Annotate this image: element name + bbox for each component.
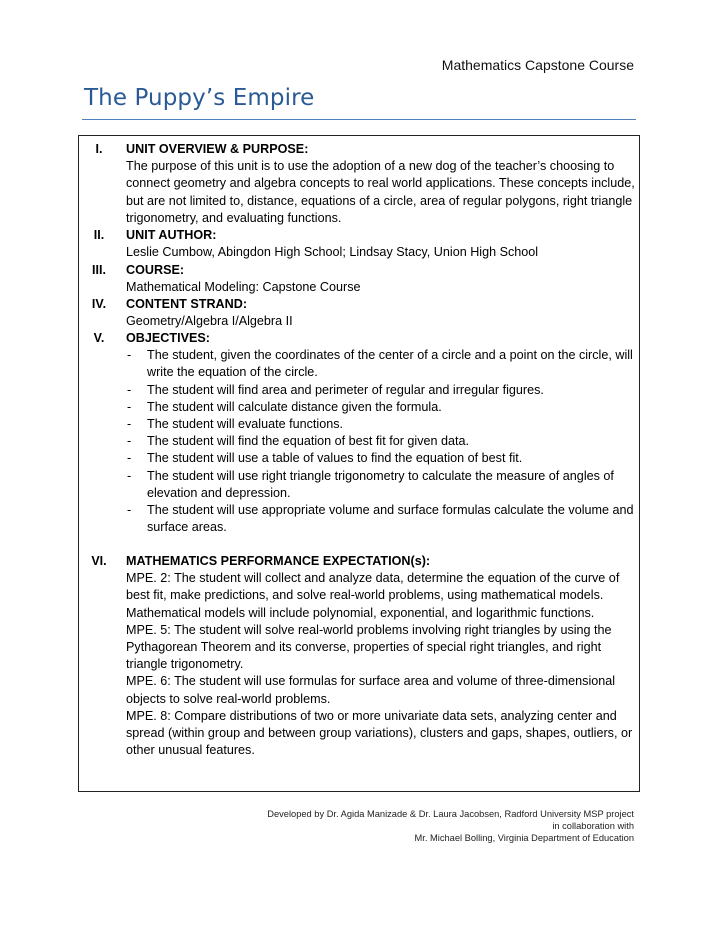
section-body: [126, 141, 636, 227]
dash-bullet: -: [127, 468, 132, 483]
list-item: [126, 382, 636, 399]
list-item: [126, 347, 636, 381]
list-item: [126, 416, 636, 433]
unit-outline-box: [78, 135, 640, 792]
section-heading: COURSE:: [126, 263, 185, 277]
objective-text: The student will use appropriate volume and surface formulas calculate the volume and surface areas.: [147, 503, 634, 535]
section-body: [126, 330, 636, 536]
list-item: [126, 450, 636, 467]
section-numeral: IV.: [91, 297, 107, 311]
dash-bullet: -: [127, 348, 132, 363]
section-text: The purpose of this unit is to use the adoption of a new dog of the teacher’s choosing to connect geometry and algebra concepts to real world applications. These concepts include, but are not limited to, distance, equations of a circle, area of regular polygons, right triangle trigonometry, and evaluating functions.: [126, 159, 635, 225]
dash-bullet: -: [127, 451, 132, 466]
list-item: [126, 468, 636, 502]
list-item: [126, 502, 636, 536]
section-text: Leslie Cumbow, Abingdon High School; Lindsay Stacy, Union High School: [126, 245, 539, 260]
dash-bullet: -: [127, 382, 132, 397]
section-body: [126, 553, 636, 759]
section-numeral: III.: [92, 263, 106, 277]
section-body: [126, 227, 636, 261]
title-divider: [82, 119, 636, 120]
mpe-6-text: MPE. 6: The student will use formulas for surface area and volume of three-dimensional objects to solve real-world problems.: [126, 674, 616, 706]
list-item: [126, 399, 636, 416]
section-heading: OBJECTIVES:: [126, 331, 210, 345]
section-body: [126, 296, 636, 330]
objective-text: The student will use right triangle trigonometry to calculate the measure of angles of elevation and depression.: [147, 468, 614, 500]
section-numeral: V.: [93, 331, 105, 345]
section-heading: MATHEMATICS PERFORMANCE EXPECTATION(s):: [126, 554, 431, 568]
running-header: Mathematics Capstone Course: [441, 57, 634, 73]
objective-text: The student will calculate distance given the formula.: [147, 399, 442, 414]
section-heading: UNIT AUTHOR:: [126, 228, 217, 242]
objective-text: The student will evaluate functions.: [147, 417, 344, 432]
footer-partner-line: Mr. Michael Bolling, Virginia Department of Education: [414, 833, 634, 843]
section-numeral: VI.: [91, 554, 107, 568]
section-text: Geometry/Algebra I/Algebra II: [126, 314, 293, 329]
objectives-list: [126, 347, 636, 536]
section-numeral: I.: [95, 142, 103, 156]
mpe-2-text: MPE. 2: The student will collect and analyze data, determine the equation of the curve of best fit, make predictions, and solve real-world problems, using mathematical models. Mathematical models will include polynomial, exponential, and logarithmic functions.: [126, 571, 620, 620]
mpe-8-text: MPE. 8: Compare distributions of two or more univariate data sets, analyzing center and spread (within group and between group variations), clusters and gaps, shapes, outliers, or other unusual features.: [126, 708, 633, 758]
section-heading: CONTENT STRAND:: [126, 297, 248, 311]
objective-text: The student will find the equation of best fit for given data.: [147, 434, 470, 449]
dash-bullet: -: [127, 399, 132, 414]
dash-bullet: -: [127, 417, 132, 432]
objective-text: The student, given the coordinates of the center of a circle and a point on the circle, will write the equation of the circle.: [147, 348, 633, 380]
page-title: The Puppy’s Empire: [84, 85, 315, 111]
section-text: Mathematical Modeling: Capstone Course: [126, 280, 361, 295]
footer-collaboration-line: in collaboration with: [552, 821, 634, 831]
list-item: [126, 433, 636, 450]
objective-text: The student will find area and perimeter of regular and irregular figures.: [147, 382, 544, 397]
page-footer: [267, 808, 634, 844]
dash-bullet: -: [127, 503, 132, 518]
objective-text: The student will use a table of values to find the equation of best fit.: [147, 451, 523, 466]
section-numeral: II.: [93, 228, 105, 242]
section-heading: UNIT OVERVIEW & PURPOSE:: [126, 142, 309, 156]
section-body: [126, 262, 636, 296]
dash-bullet: -: [127, 434, 132, 449]
footer-credit-line: Developed by Dr. Agida Manizade & Dr. Laura Jacobsen, Radford University MSP project: [267, 809, 634, 819]
mpe-5-text: MPE. 5: The student will solve real-world problems involving right triangles by using the Pythagorean Theorem and its converse, properties of special right triangles, and right triangle trigonometry.: [126, 622, 612, 672]
